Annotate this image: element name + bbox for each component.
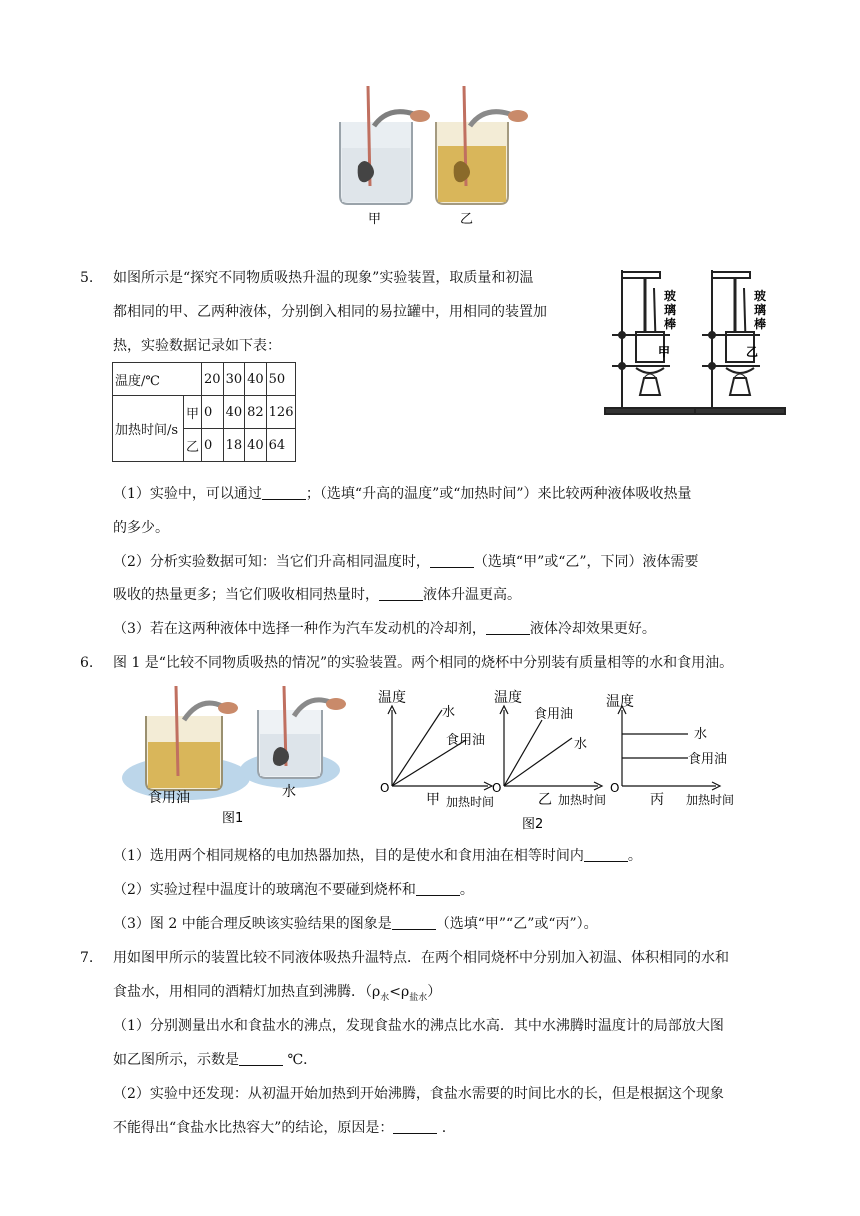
q7-sub2-text-c: . (437, 1120, 447, 1136)
table-temp-2: 30 (223, 363, 245, 396)
fig1-caption: 图1 (222, 811, 244, 826)
table-row-yi-name: 乙 (184, 429, 202, 462)
q6-sub2-blank[interactable] (416, 881, 460, 896)
table-temp-1: 20 (202, 363, 224, 396)
rod-label-left-3: 棒 (664, 317, 677, 331)
q6-intro: 图 1 是“比较不同物质吸热的情况”的实验装置。两个相同的烧杯中分别装有质量相等的水和食用油。 (113, 655, 734, 671)
table-cell: 0 (202, 396, 224, 429)
fig2-panel-yi: 乙 (538, 792, 552, 808)
q7-sub2-blank[interactable] (393, 1119, 437, 1134)
q5-sub3-text-b: 液体冷却效果更好。 (529, 621, 656, 637)
q6-sub2-text-b: 。 (459, 882, 474, 898)
fig2-xlabel-b: 加热时间 (558, 793, 607, 807)
q5-text-line-3: 热，实验数据记录如下表： (113, 338, 281, 354)
q5-sub3-text-a: （3）若在这两种液体中选择一种作为汽车发动机的冷却剂， (113, 621, 486, 637)
q5-data-table (112, 362, 296, 462)
q5-sub2-text-a: （2）分析实验数据可知：当它们升高相同温度时， (113, 554, 430, 570)
apparatus-label-yi: 乙 (746, 345, 759, 359)
q6-sub1-text-a: （1）选用两个相同规格的电加热器加热，目的是使水和食用油在相等时间内 (113, 848, 584, 864)
table-cell: 40 (223, 396, 245, 429)
fig2-b-water: 水 (574, 737, 588, 752)
fig1-oil-label: 食用油 (148, 790, 190, 806)
fig2-origin-a: O (380, 781, 390, 795)
q7-sub1-line-2 (113, 1050, 317, 1070)
q5-sub2-blank-1[interactable] (430, 553, 474, 568)
fig2-origin-c: O (610, 781, 620, 795)
q7-rparen: ） (427, 984, 442, 1000)
rod-label-right-3: 棒 (754, 317, 767, 331)
q7-sub2-line-2 (113, 1118, 446, 1138)
table-cell: 82 (245, 396, 267, 429)
q5-sub1-line-2: 的多少。 (113, 520, 169, 536)
q6-sub3-line (113, 914, 598, 934)
table-cell: 40 (245, 429, 267, 462)
fig2-c-water: 水 (694, 727, 708, 742)
question-5-number: 5. (80, 270, 94, 286)
q5-sub2-blank-2[interactable] (379, 586, 423, 601)
table-cell: 64 (266, 429, 296, 462)
rod-label-left-1: 玻 (664, 289, 677, 303)
q6-sub2-text-a: （2）实验过程中温度计的玻璃泡不要碰到烧杯和 (113, 882, 416, 898)
q7-sub1-blank[interactable] (239, 1051, 283, 1066)
question-6-number: 6. (80, 655, 94, 671)
question-7-number: 7. (80, 950, 94, 966)
q7-sub2-text-b: 不能得出“食盐水比热容大”的结论，原因是： (113, 1120, 394, 1136)
q5-sub2-text-b: （选填“甲”或“乙”，下同）液体需要 (473, 554, 699, 570)
top-label-jia: 甲 (368, 212, 382, 227)
fig2-c-oil: 食用油 (688, 752, 728, 767)
q6-sub1-text-b: 。 (627, 848, 642, 864)
fig2-ylabel-b: 温度 (494, 690, 522, 706)
q5-sub2-line (113, 552, 699, 572)
q6-figure-1 (118, 686, 358, 826)
q7-sub1-line: （1）分别测量出水和食盐水的沸点，发现食盐水的沸点比水高．其中水沸腾时温度计的局部放大图 (113, 1018, 724, 1034)
top-label-yi: 乙 (460, 212, 474, 227)
q7-sub-water: 水 (380, 992, 390, 1003)
fig2-ylabel-c: 温度 (606, 694, 634, 710)
q7-line-2 (113, 982, 441, 1008)
rod-label-right-2: 璃 (754, 303, 767, 317)
q6-sub1-blank[interactable] (584, 847, 628, 862)
q5-text-line-2: 都相同的甲、乙两种液体，分别倒入相同的易拉罐中，用相同的装置加 (113, 304, 547, 320)
table-row-jia-name: 甲 (184, 396, 202, 429)
q5-sub1-text-a: （1）实验中，可以通过 (113, 486, 262, 502)
fig2-xlabel-c: 加热时间 (686, 793, 735, 807)
q5-apparatus-figure (600, 260, 790, 420)
table-temp-header: 温度/℃ (113, 363, 202, 396)
q7-sub-salt: 盐水 (409, 992, 428, 1003)
fig2-panel-jia: 甲 (426, 792, 440, 808)
fig2-origin-b: O (492, 781, 502, 795)
fig2-a-oil: 食用油 (446, 733, 486, 748)
q7-lt: <ρ (389, 984, 410, 1000)
table-cell: 0 (202, 429, 224, 462)
fig2-caption: 图2 (522, 817, 544, 832)
q5-sub2-text-c: 吸收的热量更多；当它们吸收相同热量时， (113, 587, 379, 603)
q5-sub1-text-b: ；（选填“升高的温度”或“加热时间”）来比较两种液体吸收热量 (305, 486, 692, 502)
table-cell: 126 (266, 396, 296, 429)
q6-sub3-text-a: （3）图 2 中能合理反映该实验结果的图象是 (113, 916, 392, 932)
q7-line-1: 用如图甲所示的装置比较不同液体吸热升温特点．在两个相同烧杯中分别加入初温、体积相同的水和 (113, 950, 729, 966)
fig2-xlabel-a: 加热时间 (446, 795, 495, 809)
q5-sub1-line (113, 484, 692, 504)
q5-text-line-1: 如图所示是“探究不同物质吸热升温的现象”实验装置，取质量和初温 (113, 270, 534, 286)
q6-figure-2 (370, 686, 780, 834)
q5-sub2-line-2 (113, 585, 521, 605)
q6-sub3-blank[interactable] (392, 915, 436, 930)
table-time-header: 加热时间/s (113, 396, 184, 462)
fig2-b-oil: 食用油 (534, 707, 574, 722)
q7-sub1-text-c: ℃． (283, 1052, 318, 1068)
top-beakers-figure (328, 86, 533, 228)
apparatus-label-jia: 甲 (658, 345, 671, 359)
table-cell: 18 (223, 429, 245, 462)
q5-sub2-text-d: 液体升温更高。 (423, 587, 521, 603)
q5-sub3-line (113, 619, 656, 639)
fig1-water-label: 水 (282, 784, 296, 800)
q6-sub1-line (113, 846, 642, 866)
fig2-ylabel-a: 温度 (378, 690, 406, 706)
q7-sub2-line: （2）实验中还发现：从初温开始加热到开始沸腾，食盐水需要的时间比水的长，但是根据这个现象 (113, 1086, 724, 1102)
fig2-panel-bing: 丙 (650, 792, 664, 808)
q5-sub3-blank[interactable] (486, 620, 530, 635)
rod-label-right-1: 玻 (754, 289, 767, 303)
q7-line2-text: 食盐水，用相同的酒精灯加热直到沸腾．（ρ (113, 984, 381, 1000)
q6-sub3-text-b: （选填“甲”“乙”或“丙”）。 (435, 916, 598, 932)
fig2-a-water: 水 (442, 705, 456, 720)
q6-sub2-line (113, 880, 474, 900)
table-temp-3: 40 (245, 363, 267, 396)
q7-sub1-text-b: 如乙图所示，示数是 (113, 1052, 239, 1068)
rod-label-left-2: 璃 (664, 303, 677, 317)
table-temp-4: 50 (266, 363, 296, 396)
q5-sub1-blank[interactable] (262, 485, 306, 500)
